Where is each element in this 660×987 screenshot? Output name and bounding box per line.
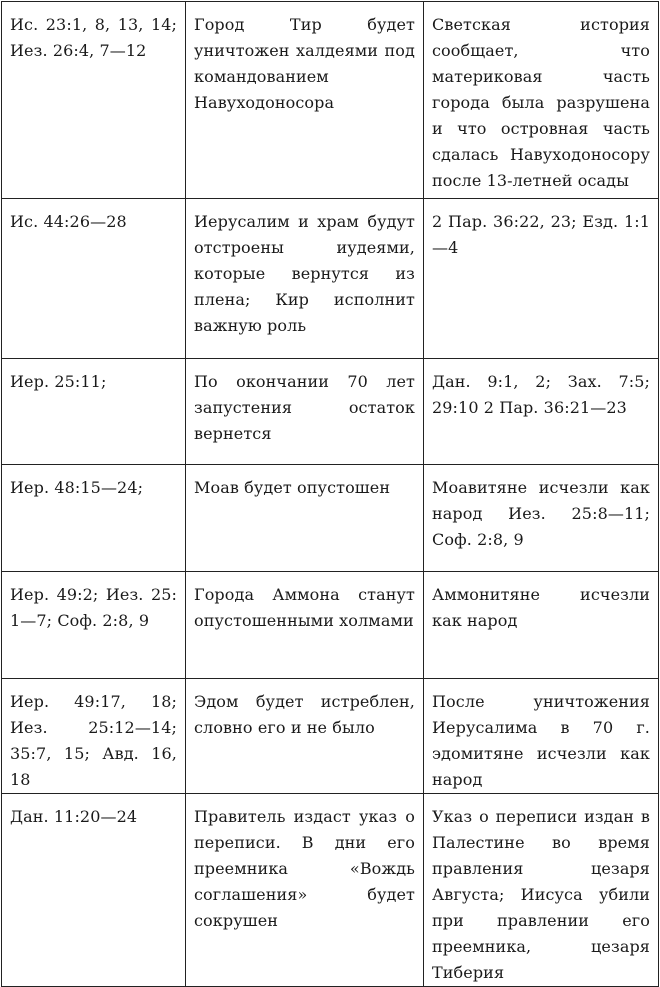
reference-cell [2,199,186,359]
prophecy-cell [186,794,424,987]
prophecy-cell [186,199,424,359]
table-row [2,2,659,199]
table-row [2,794,659,987]
table-row [2,572,659,679]
fulfillment-text: Указ о переписи издан в Палестине во время правления цезаря Августа; Иисуса убили при правлении его преемника, цезаря Тиберия [432,807,650,982]
prophecy-table [1,1,659,987]
fulfillment-cell [424,794,659,987]
prophecy-text: Города Аммона станут опустошенными холмами [194,585,415,630]
prophecy-text: Эдом будет истреблен, словно его и не было [194,692,415,737]
fulfillment-text: 2 Пар. 36:22, 23; Езд. 1:1—4 [432,212,650,257]
reference-text: Иер. 25:11; [10,372,107,391]
reference-text: Иер. 49:2; Иез. 25: 1—7; Соф. 2:8, 9 [10,585,177,630]
reference-text: Иер. 49:17, 18; Иез. 25:12—14; 35:7, 15; Авд. 16, 18 [10,692,177,789]
table-row [2,465,659,572]
fulfillment-text: Аммонитяне исчезли как народ [432,585,650,630]
fulfillment-text: Моавитяне исчезли как народ Иез. 25:8—11; Соф. 2:8, 9 [432,478,650,549]
reference-cell [2,679,186,794]
prophecy-text: Правитель издаст указ о переписи. В дни его преемника «Вождь соглашения» будет сокрушен [194,807,415,930]
reference-cell [2,2,186,199]
reference-text: Ис. 44:26—28 [10,212,127,231]
prophecy-cell [186,2,424,199]
reference-cell [2,465,186,572]
prophecy-cell [186,465,424,572]
fulfillment-cell [424,2,659,199]
reference-cell [2,572,186,679]
fulfillment-cell [424,465,659,572]
prophecy-text: Моав будет опустошен [194,478,391,497]
fulfillment-text: После уничтожения Иерусалима в 70 г. эдомитяне исчезли как народ [432,692,650,789]
fulfillment-cell [424,679,659,794]
fulfillment-cell [424,359,659,465]
prophecy-text: Город Тир будет уничтожен халдеями под командованием Навуходоносора [194,15,415,112]
fulfillment-cell [424,199,659,359]
table-row [2,679,659,794]
prophecy-text: Иерусалим и храм будут отстроены иудеями, которые вернутся из плена; Кир исполнит важную роль [194,212,415,335]
prophecy-text: По окончании 70 лет запустения остаток вернется [194,372,415,443]
table-row [2,359,659,465]
prophecy-cell [186,359,424,465]
reference-text: Ис. 23:1, 8, 13, 14; Иез. 26:4, 7—12 [10,15,177,60]
fulfillment-text: Дан. 9:1, 2; Зах. 7:5; 29:10 2 Пар. 36:21—23 [432,372,650,417]
reference-text: Дан. 11:20—24 [10,807,138,826]
fulfillment-cell [424,572,659,679]
reference-cell [2,794,186,987]
reference-text: Иер. 48:15—24; [10,478,144,497]
table-row [2,199,659,359]
fulfillment-text: Светская история сообщает, что материковая часть города была разрушена и что островная часть сдалась Навуходоносору после 13-летней осады [432,15,650,190]
reference-cell [2,359,186,465]
prophecy-cell [186,572,424,679]
prophecy-cell [186,679,424,794]
